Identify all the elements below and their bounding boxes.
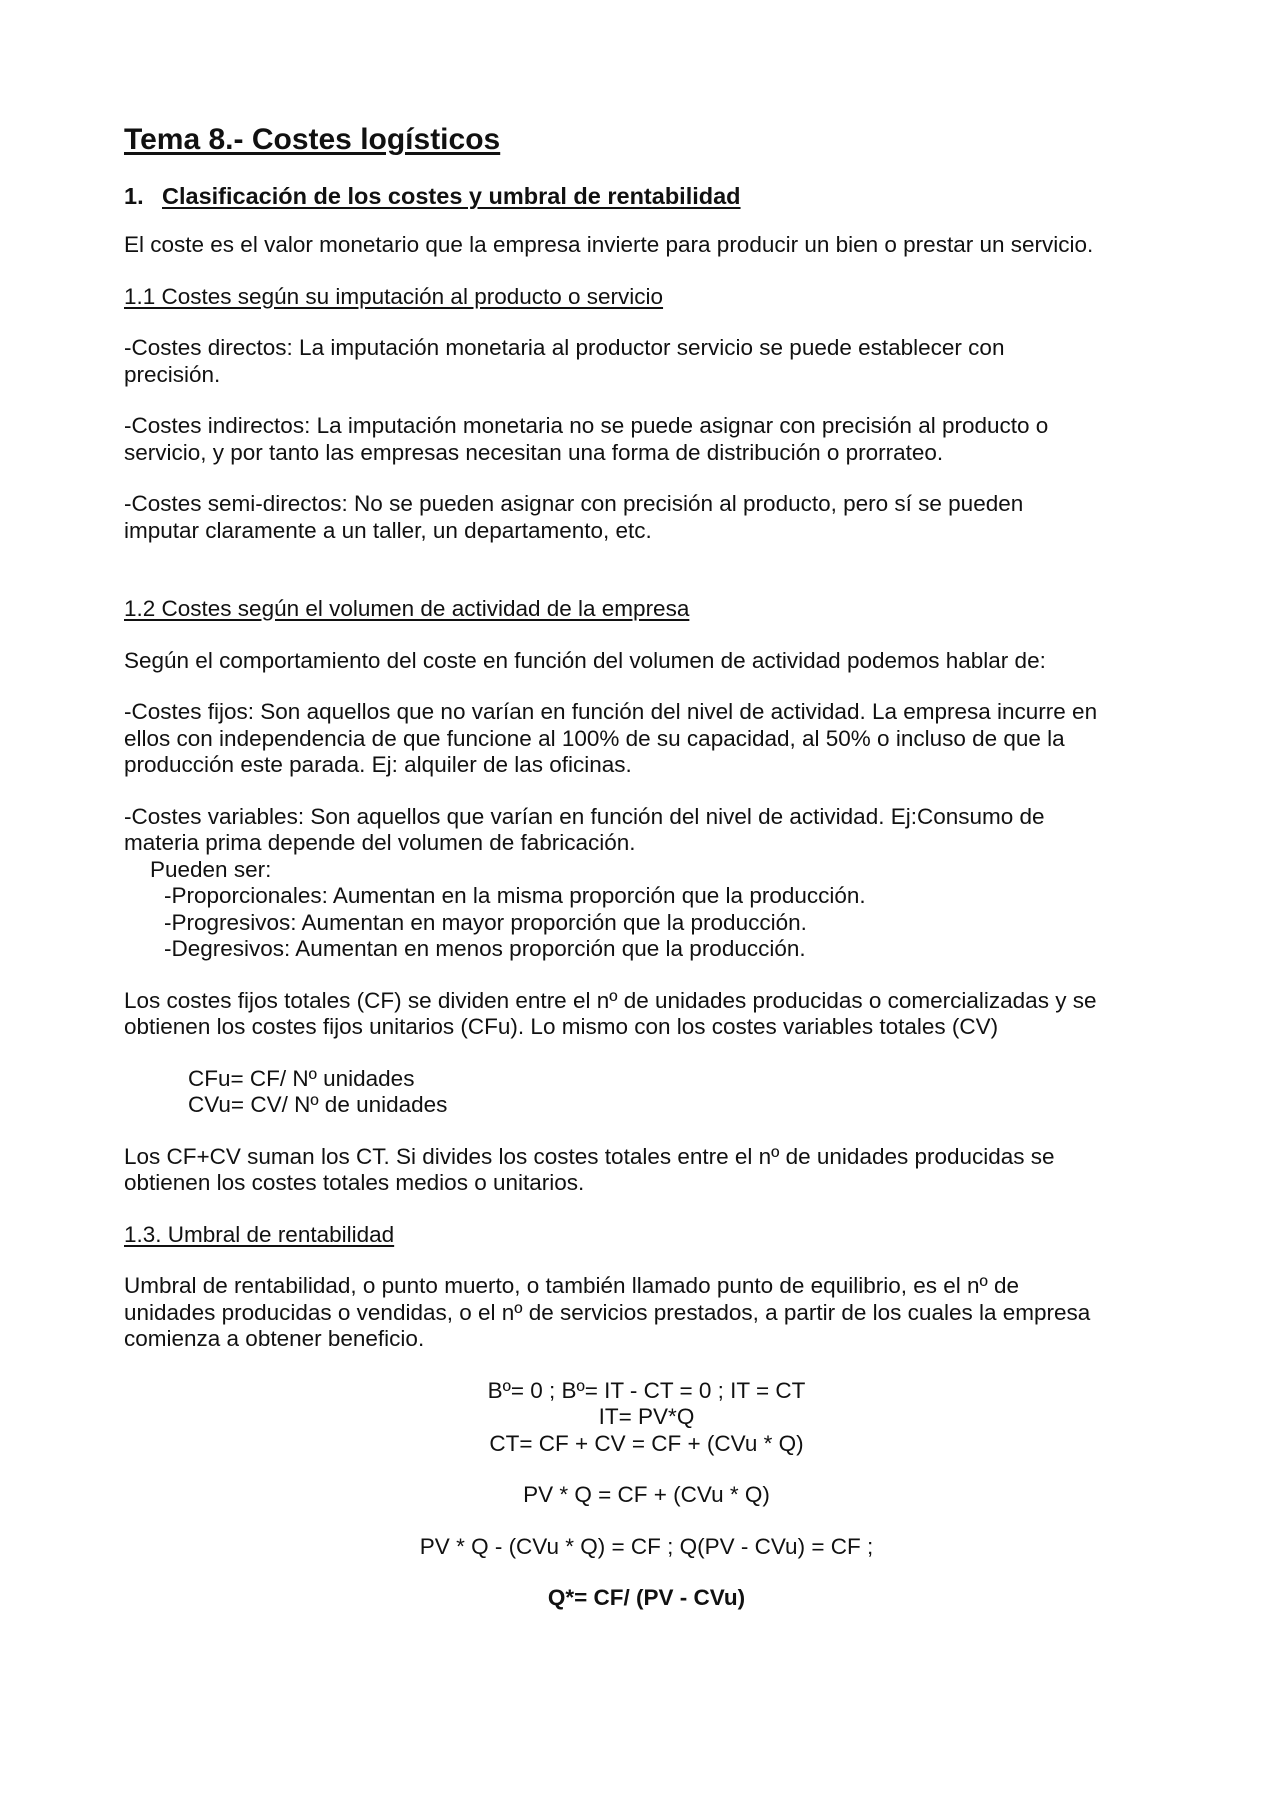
text-line: -Costes indirectos: La imputación monetaria no se puede asignar con precisión al producto o: [124, 413, 1049, 438]
text-line: Los costes fijos totales (CF) se dividen entre el nº de unidades producidas o comercializadas y se: [124, 987, 1097, 1013]
formula-line: CFu= CF/ Nº unidades: [188, 1065, 415, 1091]
document-content: [124, 122, 1169, 1637]
costes-fijos-paragraph: [124, 699, 1169, 779]
equation-line: PV * Q - (CVu * Q) = CF ; Q(PV - CVu) = CF ;: [419, 1533, 874, 1559]
list-item: -Degresivos: Aumentan en menos proporción que la producción.: [164, 936, 806, 961]
costes-unitarios-paragraph: [124, 988, 1169, 1041]
text-line: servicio, y por tanto las empresas necesitan una forma de distribución o prorrateo.: [124, 439, 944, 465]
subsection-1-1-heading: 1.1 Costes según su imputación al producto o servicio: [124, 283, 664, 309]
equation-line: PV * Q = CF + (CVu * Q): [523, 1482, 770, 1507]
text-line: obtienen los costes totales medios o unitarios.: [124, 1170, 585, 1195]
equation-line: Bº= 0 ; Bº= IT - CT = 0 ; IT = CT: [487, 1377, 806, 1403]
pueden-ser-label: Pueden ser:: [150, 856, 272, 882]
equation-block: [124, 1378, 1169, 1458]
text-line: imputar claramente a un taller, un departamento, etc.: [124, 517, 652, 543]
text-line: Los CF+CV suman los CT. Si divides los costes totales entre el nº de unidades producidas se: [124, 1143, 1055, 1169]
section-1-intro: El coste es el valor monetario que la empresa invierte para producir un bien o prestar un servicio.: [124, 232, 1094, 257]
umbral-definition-paragraph: [124, 1273, 1169, 1353]
text-line: obtienen los costes fijos unitarios (CFu). Lo mismo con los costes variables totales (CV): [124, 1014, 999, 1039]
costes-directos-paragraph: [124, 335, 1169, 388]
text-line: -Costes semi-directos: No se pueden asignar con precisión al producto, pero sí se pueden: [124, 491, 1024, 516]
equation-line: CT= CF + CV = CF + (CVu * Q): [489, 1430, 804, 1456]
text-line: -Costes fijos: Son aquellos que no varían en función del nivel de actividad. La empresa incurre en: [124, 699, 1098, 724]
list-item: -Progresivos: Aumentan en mayor proporción que la producción.: [164, 909, 807, 935]
text-line: -Costes variables: Son aquellos que varían en función del nivel de actividad. Ej:Consumo de: [124, 803, 1045, 829]
text-line: -Costes directos: La imputación monetaria al productor servicio se puede establecer con: [124, 335, 1005, 360]
costes-indirectos-paragraph: [124, 413, 1169, 466]
subsection-1-3-heading: 1.3. Umbral de rentabilidad: [124, 1221, 395, 1247]
text-line: producción este parada. Ej: alquiler de las oficinas.: [124, 752, 632, 777]
formula-line: CVu= CV/ Nº de unidades: [188, 1092, 448, 1117]
text-line: ellos con independencia de que funcione al 100% de su capacidad, al 50% o incluso de que la: [124, 725, 1065, 751]
equation-line: IT= PV*Q: [598, 1404, 695, 1429]
subsection-1-2-intro: Según el comportamiento del coste en función del volumen de actividad podemos hablar de:: [124, 647, 1046, 673]
text-line: unidades producidas o vendidas, o el nº de servicios prestados, a partir de los cuales la empresa: [124, 1299, 1091, 1325]
section-1-heading: [124, 182, 1169, 210]
section-1-title: Clasificación de los costes y umbral de rentabilidad: [162, 183, 741, 209]
subsection-1-2-heading: 1.2 Costes según el volumen de actividad de la empresa: [124, 596, 690, 621]
list-item: -Proporcionales: Aumentan en la misma proporción que la producción.: [164, 883, 866, 908]
costes-totales-paragraph: [124, 1144, 1169, 1197]
costes-variables-paragraph: [124, 804, 1169, 963]
final-equation: Q*= CF/ (PV - CVu): [547, 1585, 746, 1610]
text-line: comienza a obtener beneficio.: [124, 1326, 425, 1351]
text-line: Umbral de rentabilidad, o punto muerto, o también llamado punto de equilibrio, es el nº de: [124, 1273, 1020, 1298]
section-1-number: 1.: [124, 183, 144, 209]
text-line: materia prima depende del volumen de fabricación.: [124, 830, 636, 855]
text-line: precisión.: [124, 361, 221, 387]
page-title: Tema 8.- Costes logísticos: [124, 123, 501, 156]
costes-semidirectos-paragraph: [124, 491, 1169, 544]
unit-cost-formulas: [124, 1066, 1169, 1119]
